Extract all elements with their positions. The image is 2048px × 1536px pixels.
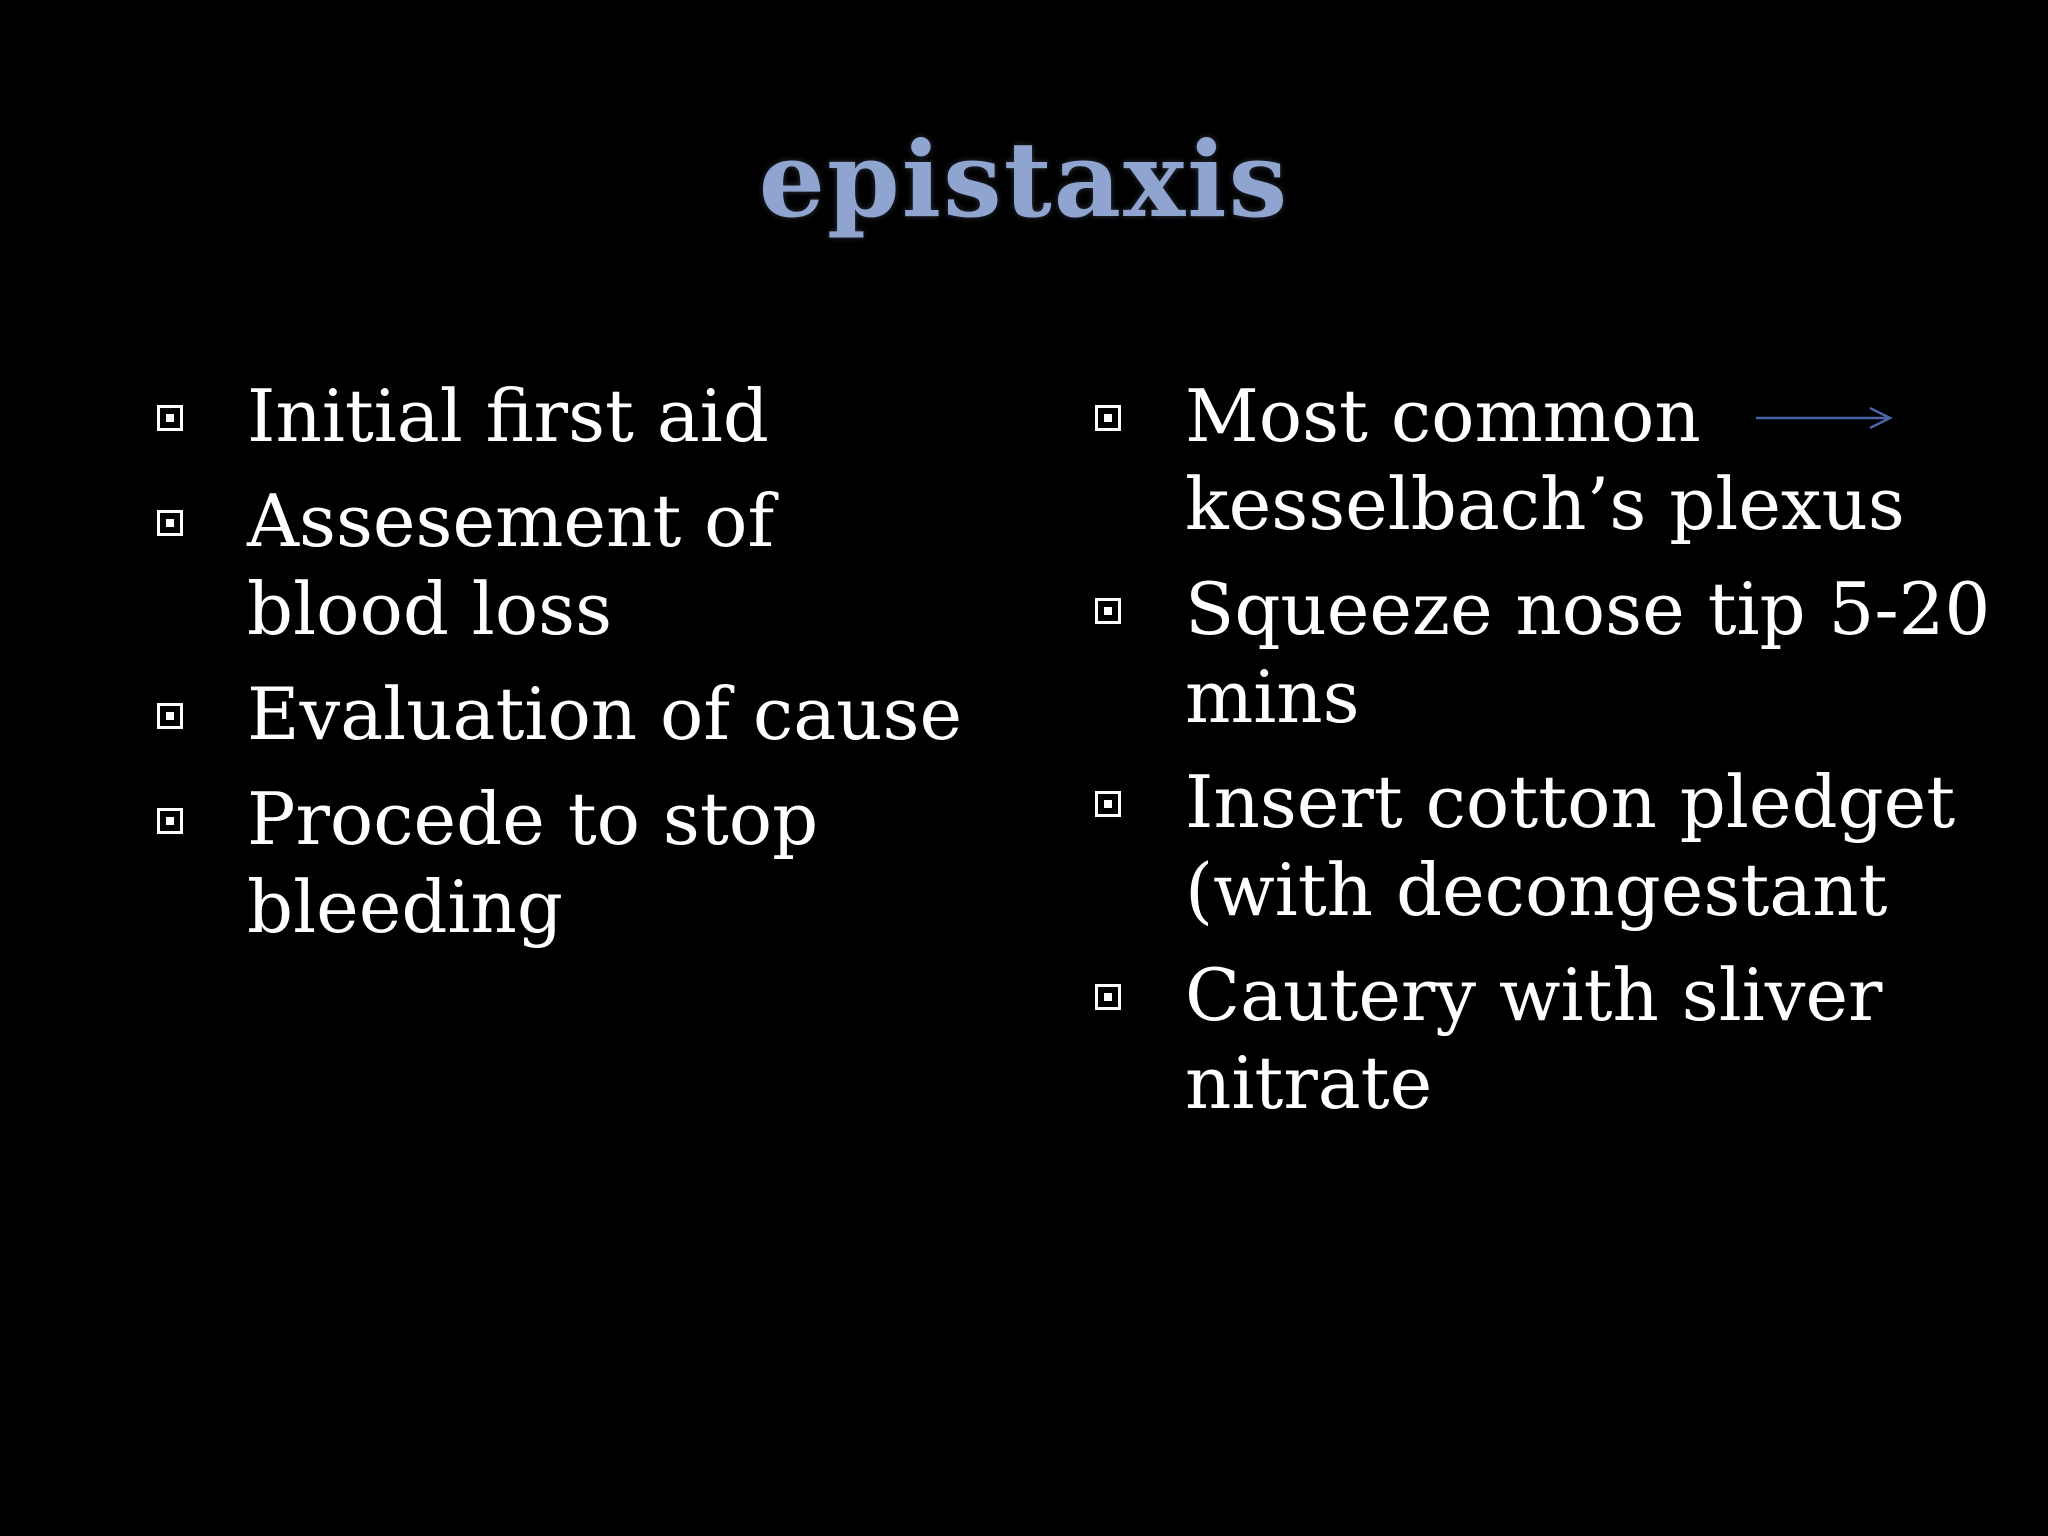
square-bullet-icon [157,405,183,431]
square-bullet-icon [1095,405,1121,431]
list-item-text: Assesement of blood loss [247,479,775,651]
list-item-text: Cautery with sliver nitrate [1185,953,1883,1125]
list-item [155,477,985,653]
list-item [1093,565,2033,741]
left-bullet-list [155,372,985,968]
right-arrow-icon [1754,404,1894,432]
list-item [155,775,985,951]
list-item-lead-text: Most common [1185,374,1701,458]
list-item-text: Squeeze nose tip 5-20 mins [1185,567,1991,739]
list-item [1093,758,2033,934]
square-bullet-icon [1095,598,1121,624]
list-item [1093,372,2033,548]
square-bullet-icon [157,703,183,729]
list-item [155,670,985,758]
list-item [1093,951,2033,1127]
square-bullet-icon [157,808,183,834]
list-item-text: Insert cotton pledget (with decongestant [1185,760,1956,932]
slide-title: epistaxis [758,118,1290,241]
square-bullet-icon [1095,984,1121,1010]
square-bullet-icon [157,510,183,536]
list-item-text: Initial first aid [247,374,769,458]
list-item-trail-text: kesselbach’s plexus [1185,462,1905,546]
list-item-text: Procede to stop bleeding [247,777,819,949]
square-bullet-icon [1095,791,1121,817]
list-item-text [1185,372,2033,548]
list-item [155,372,985,460]
list-item-text: Evaluation of cause [247,672,963,756]
right-bullet-list [1093,372,2033,1144]
